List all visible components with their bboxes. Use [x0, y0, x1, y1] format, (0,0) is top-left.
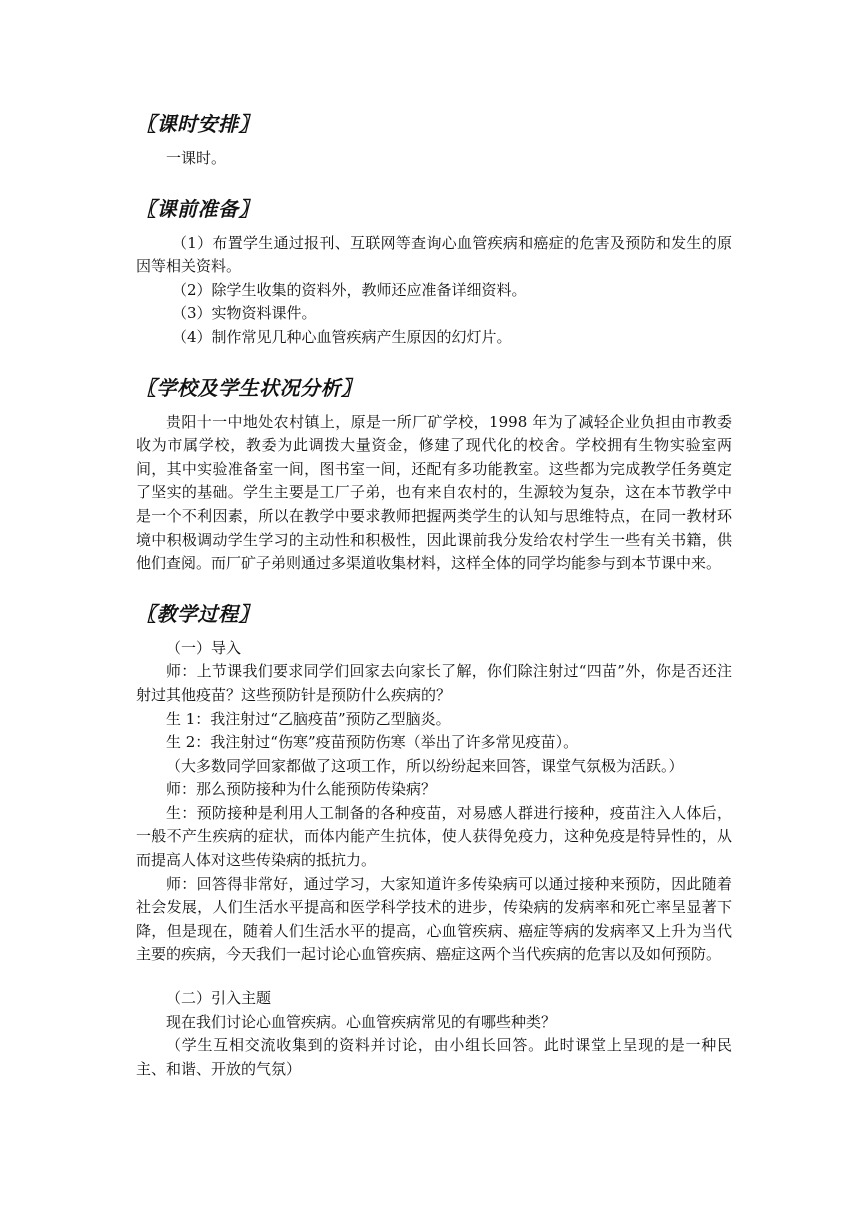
preparation-item: （1）布置学生通过报刊、互联网等查询心血管疾病和癌症的危害及预防和发生的原因等相关资料。: [136, 233, 732, 276]
dialogue-line: 师：上节课我们要求同学们回家去向家长了解，你们除注射过“四苗”外，你是否还注射过其他疫苗？这些预防针是预防什么疾病的？: [136, 662, 732, 704]
dialogue-line: （大多数同学回家都做了这项工作，所以纷纷起来回答，课堂气氛极为活跃。）: [166, 756, 684, 775]
preparation-item: （2）除学生收集的资料外，教师还应准备详细资料。: [172, 280, 527, 299]
schedule-text: 一课时。: [166, 149, 227, 167]
preparation-item: （3）实物资料课件。: [172, 304, 317, 323]
section-heading-analysis: 〖学校及学生状况分析〗: [136, 375, 362, 400]
analysis-text: 贵阳十一中地处农村镇上，原是一所厂矿学校，1998 年为了减轻企业负担由市教委收为市属学校，教委为此调拨大量资金，修建了现代化的校舍。学校拥有生物实验室两间，其中实验准备室一间，图书室一间，还配有多功能教室。这些都为完成教学任务奠定了坚实的基础。学生主要是工厂子弟，也有来自农村的，生源较为复杂，这在本节教学中是一个不利因素，所以在教学中要求教师把握两类学生的认知与思维特点，在同一教材环境中积极调动学生学习的主动性和积极性，因此课前我分发给农村学生一些有关书籍，供他们查阅。而厂矿子弟则通过多渠道收集材料，这样全体的同学均能参与到本节课中来。: [136, 412, 732, 573]
dialogue-line: 师：那么预防接种为什么能预防传染病？: [166, 780, 437, 799]
dialogue-line: （学生互相交流收集到的资料并讨论，由小组长回答。此时课堂上呈现的是一种民主、和谐、开放的气氛）: [136, 1036, 732, 1078]
process-part2-title: （二）引入主题: [166, 989, 272, 1008]
section-heading-schedule: 〖课时安排〗: [136, 112, 259, 136]
dialogue-line: 生：预防接种是利用人工制备的各种疫苗，对易感人群进行接种，疫苗注入人体后，一般不产生疾病的症状，而体内能产生抗体，使人获得免疫力，这种免疫是特异性的，从而提高人体对这些传染病的抵抗力。: [136, 803, 732, 870]
dialogue-line: 师：回答得非常好，通过学习，大家知道许多传染病可以通过接种来预防，因此随着社会发展，人们生活水平提高和医学科学技术的进步，传染病的发病率和死亡率呈显著下降，但是现在，随着人们生活水平的提高，心血管疾病、癌症等病的发病率又上升为当代主要的疾病，今天我们一起讨论心血管疾病、癌症这两个当代疾病的危害以及如何预防。: [136, 874, 732, 964]
dialogue-line: 生 1：我注射过“乙脑疫苗”预防乙型脑炎。: [166, 709, 451, 728]
dialogue-line: 生 2：我注射过“伤寒”疫苗预防伤寒（举出了许多常见疫苗）。: [166, 733, 579, 752]
dialogue-line: 现在我们讨论心血管疾病。心血管疾病常见的有哪些种类？: [166, 1012, 557, 1031]
section-heading-preparation: 〖课前准备〗: [136, 196, 259, 221]
document-content: [136, 110, 732, 1081]
preparation-item: （4）制作常见几种心血管疾病产生原因的幻灯片。: [172, 327, 512, 346]
process-part1-title: （一）导入: [166, 638, 242, 657]
section-heading-process: 〖教学过程〗: [136, 601, 259, 626]
